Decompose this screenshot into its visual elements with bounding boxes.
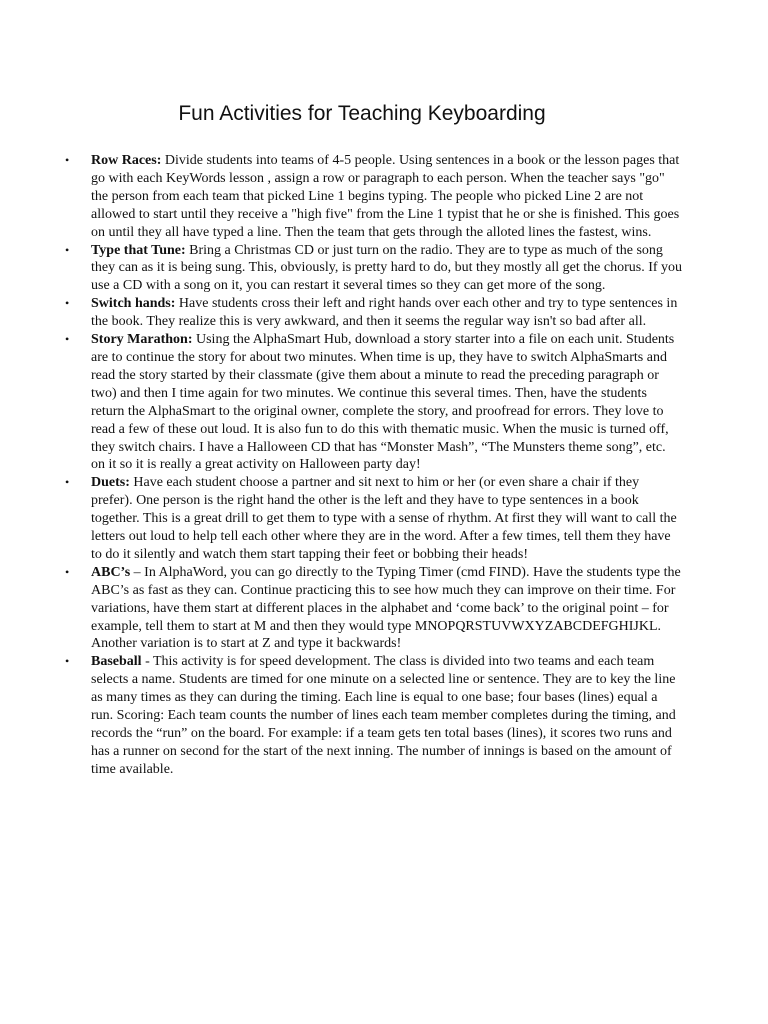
- list-item-baseball: [65, 653, 683, 778]
- list-item-story-marathon: [65, 331, 683, 474]
- item-text: – In AlphaWord, you can go directly to the Typing Timer (cmd FIND). Have the students type the ABC’s as fast as they can. Continue practicing this to see how much they can improve on their time. For variations, have them start at different places in the alphabet and ‘come back’ to the original point – for example, tell them to start at M and then they would type MNOPQRSTUVWXYZABCDEFGHIJKL. Another variation is to start at Z and type it backwards!: [91, 564, 681, 652]
- item-term: Switch hands:: [91, 296, 176, 312]
- bullet-icon: •: [65, 564, 70, 579]
- bullet-icon: •: [65, 654, 70, 669]
- item-text: Bring a Christmas CD or just turn on the radio. They are to type as much of the song they can as it is being sung. This, obviously, is pretty hard to do, but they mostly all get the chorus. If you use a CD with a song on it, you can restart it several times so they can get more of the song.: [91, 242, 683, 294]
- item-text: Have each student choose a partner and sit next to him or her (or even share a chair if they prefer). One person is the right hand the other is the left and they have to type sentences in a book together. This is a great drill to get them to type with a sense of rhythm. At first they will want to call the letters out loud to help tell each other where they are in the word. After a few times, tell them they have to do it silently and watch them start tapping their feet or bobbing their heads!: [91, 475, 677, 562]
- activity-list: [65, 152, 683, 779]
- bullet-icon: •: [65, 153, 70, 167]
- item-text: Divide students into teams of 4-5 people. Using sentences in a book or the lesson pages that go with each KeyWords lesson , assign a row or paragraph to each person. When the teacher says "go" the person from each team that picked Line 1 begins typing. The people who picked Line 2 are not allowed to start until they receive a "high five" from the Line 1 typist that he or she is finished. This goes on until they all have typed a line. Then the team that gets through the alloted lines the fastest, wins.: [91, 153, 680, 240]
- list-item-duets: [65, 474, 683, 564]
- item-term: Baseball: [91, 654, 142, 670]
- bullet-icon: •: [65, 332, 70, 347]
- item-text: Using the AlphaSmart Hub, download a story starter into a file on each unit. Students are to continue the story for about two minutes. When time is up, they have to switch AlphaSmarts and read the story started by their classmate (give them about a minute to read the preceding paragraph or two) and then I time again for two minutes. We continue this several times. Then, have the students return the AlphaSmart to the original owner, complete the story, and proofread for errors. They love to read a few of these out loud. It is also fun to do this with thematic music. When the music is turned off, they switch chairs. I have a Halloween CD that has “Monster Mash”, “The Munsters theme song”, etc. on it so it is really a great activity on Halloween party day!: [91, 332, 675, 473]
- list-item-type-that-tune: [65, 242, 683, 296]
- item-term: ABC’s: [91, 564, 131, 580]
- item-term: Type that Tune:: [91, 242, 186, 258]
- item-term: Story Marathon:: [91, 332, 193, 348]
- item-text: Have students cross their left and right hands over each other and try to type sentences in the book. They realize this is very awkward, and then it seems the regular way isn't so bad after all.: [91, 296, 678, 330]
- bullet-icon: •: [65, 475, 70, 490]
- bullet-icon: •: [65, 242, 70, 257]
- bullet-icon: •: [65, 296, 70, 311]
- list-item-abcs: [65, 564, 683, 654]
- list-item-switch-hands: [65, 295, 683, 331]
- item-text: - This activity is for speed development. The class is divided into two teams and each team selects a name. Students are timed for one minute on a selected line or sentence. They are to key the line as many times as they can during the timing. Each line is equal to one base; four bases (lines) equal a run. Scoring: Each team counts the number of lines each team member completes during the timing, and records the “run” on the board. For example: if a team gets ten total bases (lines), it scores two runs and has a runner on second for the start of the next inning. The number of innings is based on the amount of time available.: [91, 654, 676, 777]
- list-item-row-races: [65, 152, 683, 242]
- item-term: Row Races:: [91, 153, 162, 168]
- item-term: Duets:: [91, 475, 130, 491]
- page-title: Fun Activities for Teaching Keyboarding: [178, 102, 546, 125]
